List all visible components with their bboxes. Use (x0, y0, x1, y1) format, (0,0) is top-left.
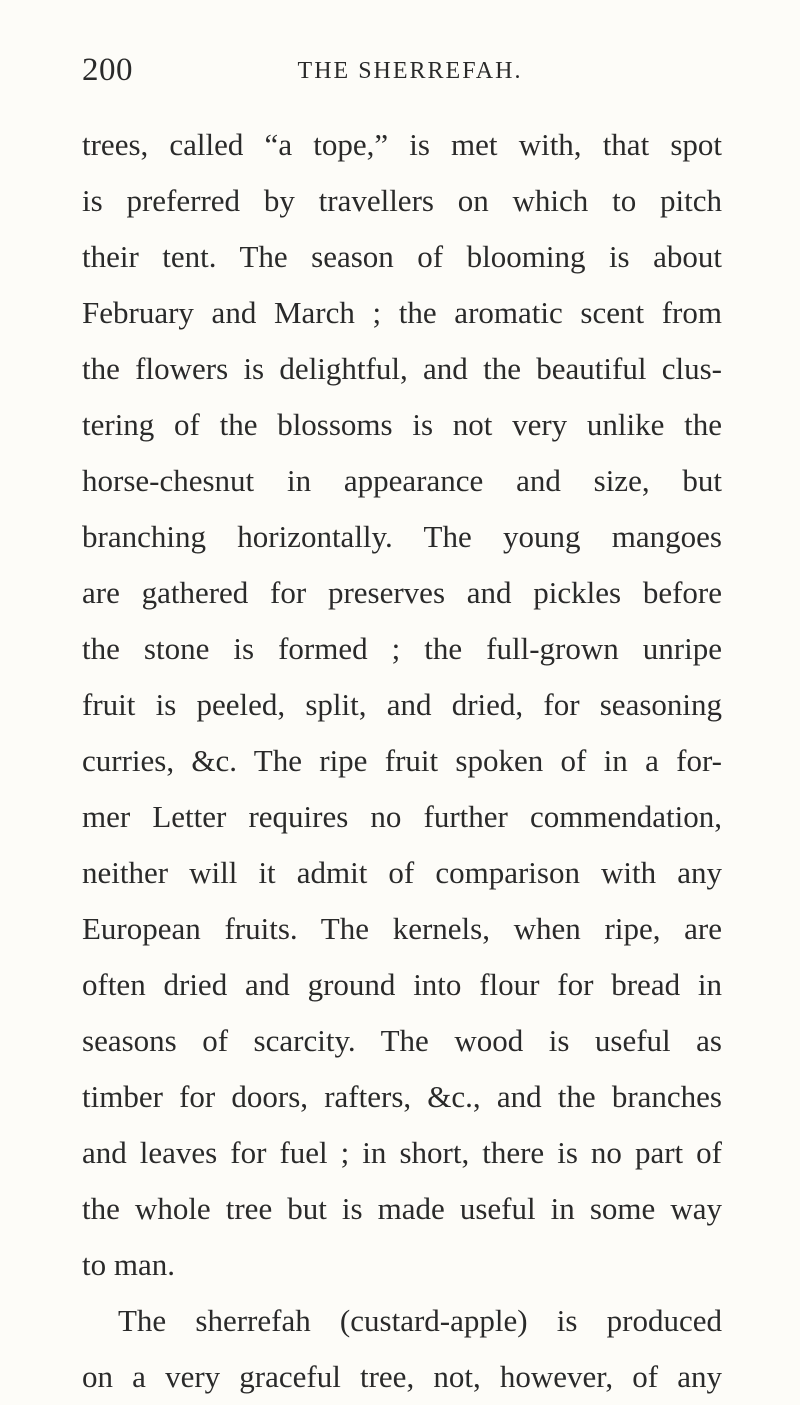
text-line: timber for doors, rafters, &c., and the branches (82, 1079, 722, 1114)
text-line: neither will it admit of comparison with any (82, 855, 722, 890)
text-line: branching horizontally. The young mangoes (82, 519, 722, 554)
text-line: is preferred by travellers on which to pitch (82, 183, 722, 218)
running-head: THE SHERREFAH. (297, 58, 523, 84)
page-number: 200 (82, 52, 133, 88)
text-line: are gathered for preserves and pickles before (82, 575, 722, 610)
text-line: trees, called “a tope,” is met with, that spot (82, 127, 722, 162)
text-line: their tent. The season of blooming is about (82, 239, 722, 274)
text-line: and leaves for fuel ; in short, there is no part of (82, 1135, 722, 1170)
paragraph-start-line: The sherrefah (custard-apple) is produced (118, 1303, 722, 1338)
page-header (82, 52, 718, 102)
text-line: fruit is peeled, split, and dried, for seasoning (82, 687, 722, 722)
text-line: on a very graceful tree, not, however, of any (82, 1359, 722, 1394)
text-line: seasons of scarcity. The wood is useful as (82, 1023, 722, 1058)
text-line: February and March ; the aromatic scent from (82, 295, 722, 330)
text-line: to man. (82, 1247, 175, 1282)
text-line: tering of the blossoms is not very unlike the (82, 407, 722, 442)
text-line: curries, &c. The ripe fruit spoken of in a for- (82, 743, 722, 778)
text-line: the whole tree but is made useful in some way (82, 1191, 722, 1226)
text-line: the flowers is delightful, and the beautiful clus- (82, 351, 722, 386)
text-line: horse-chesnut in appearance and size, but (82, 463, 722, 498)
text-line: mer Letter requires no further commendation, (82, 799, 722, 834)
text-line: the stone is formed ; the full-grown unripe (82, 631, 722, 666)
body-text (82, 117, 722, 1405)
text-line: often dried and ground into flour for bread in (82, 967, 722, 1002)
text-line: European fruits. The kernels, when ripe, are (82, 911, 722, 946)
